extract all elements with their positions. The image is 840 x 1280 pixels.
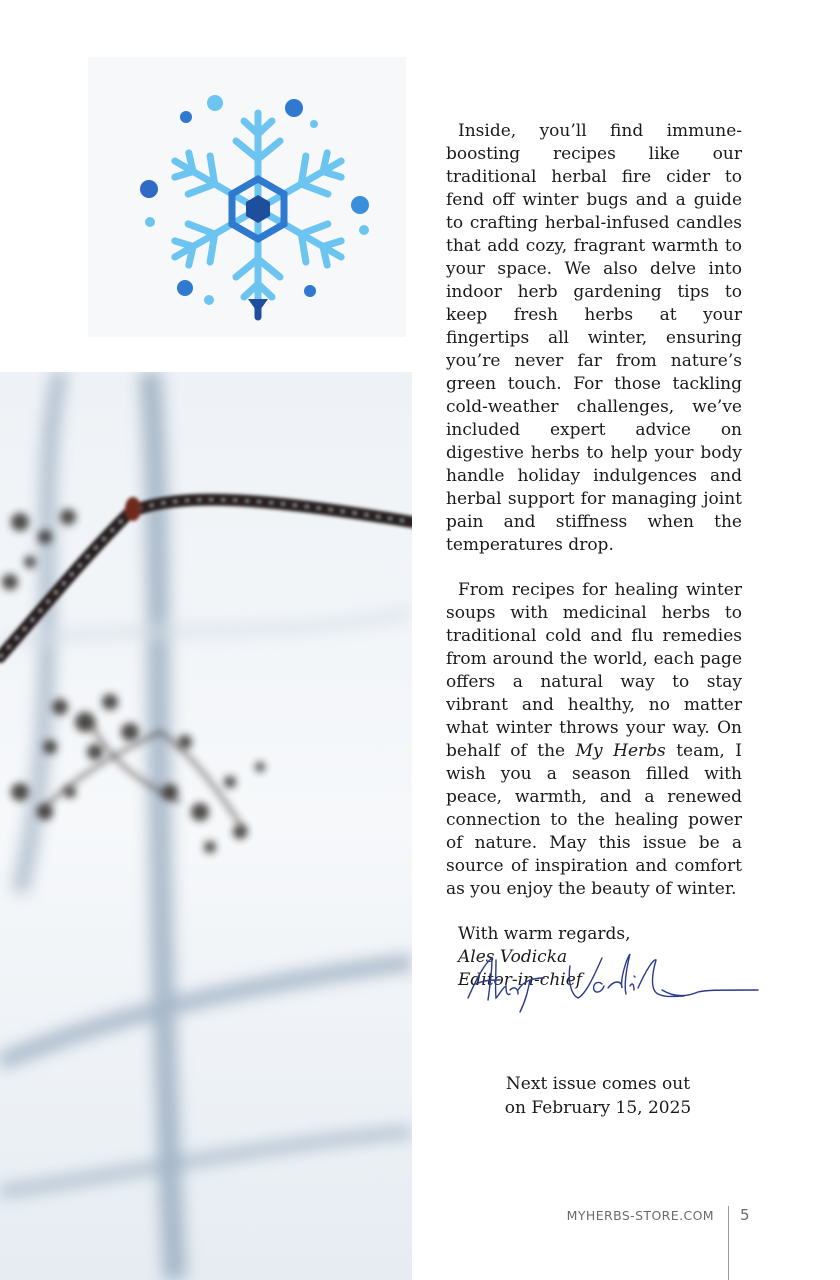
- editor-role: Editor-in-chief: [458, 970, 583, 990]
- editor-name: Ales Vodicka: [458, 947, 568, 967]
- next-issue-note: [470, 1072, 726, 1120]
- letter-paragraph-2: [446, 579, 742, 901]
- winter-branch-photo: [0, 372, 412, 1280]
- letter-paragraph-1: Inside, you’ll find immune-boosting recipes like our traditional herbal fire cider to fend off winter bugs and a guide to crafting herbal-infused candles that add cozy, fragrant warmth to your space. We also delve into indoor herb gardening tips to keep fresh herbs at your fingertips all winter, ensuring you’re never far from nature’s green touch. For those tackling cold-weather challenges, we’ve included expert advice on digestive herbs to help your body handle holiday indulgences and herbal support for managing joint pain and stiffness when the temperatures drop.: [446, 121, 742, 555]
- footer-divider: [728, 1206, 729, 1280]
- letter-p2-after: team, I wish you a season filled with peace, warmth, and a renewed connection to the healing power of nature. May this issue be a source of inspiration and comfort as you enjoy the beauty of winter.: [446, 741, 742, 899]
- letter-p2-before: From recipes for healing winter soups with medicinal herbs to traditional cold and flu remedies from around the world, each page offers a natural way to stay vibrant and healthy, no matter what winter throws your way. On behalf of the: [446, 580, 742, 761]
- footer-website: MYHERBS-STORE.COM: [566, 1208, 714, 1223]
- snowflake-icon: [88, 57, 406, 337]
- magazine-name: My Herbs: [575, 741, 666, 761]
- next-issue-line-1: Next issue comes out: [505, 1074, 691, 1094]
- handwritten-signature: [462, 950, 772, 1020]
- next-issue-line-2: on February 15, 2025: [504, 1098, 692, 1118]
- snowflake-logo-panel: [88, 57, 406, 337]
- page-number: 5: [740, 1206, 750, 1224]
- editor-letter: [446, 120, 742, 992]
- signoff-greeting: With warm regards,: [458, 924, 631, 944]
